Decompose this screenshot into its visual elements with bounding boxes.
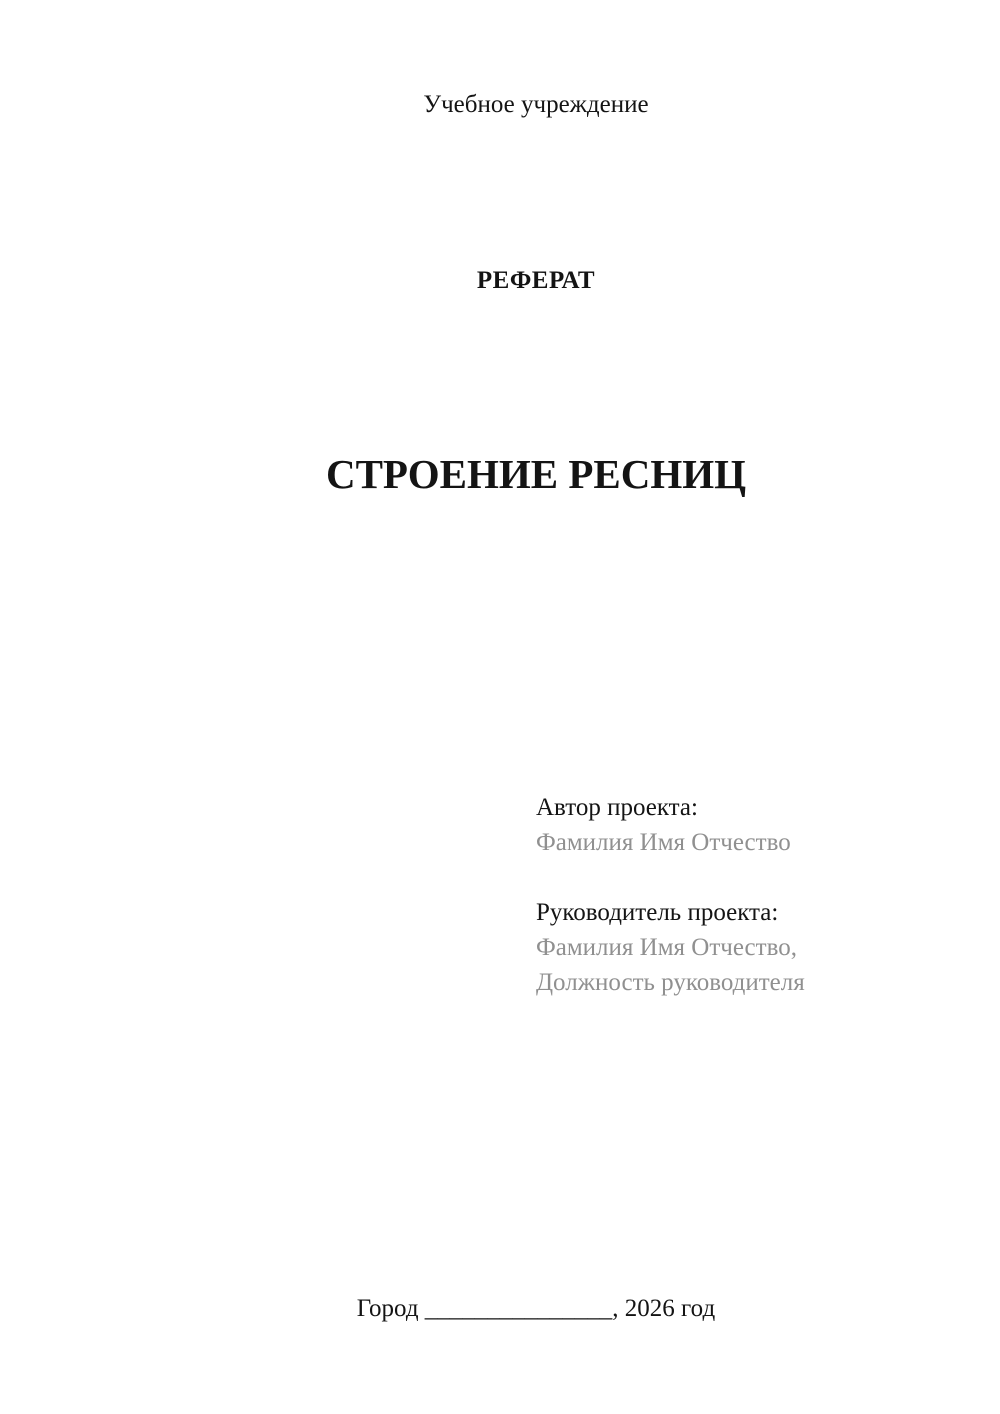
supervisor-label: Руководитель проекта: — [536, 899, 779, 926]
city-year-line: Город _______________, 2026 год — [356, 1295, 716, 1322]
supervisor-position-placeholder: Должность руководителя — [536, 969, 805, 996]
credits-block — [536, 790, 805, 1000]
supervisor-section — [536, 895, 805, 1000]
supervisor-name-placeholder: Фамилия Имя Отчество, — [536, 934, 797, 961]
doc-type-label: РЕФЕРАТ — [476, 267, 596, 294]
author-label: Автор проекта: — [536, 794, 698, 821]
report-title: СТРОЕНИЕ РЕСНИЦ — [325, 451, 747, 497]
author-name-placeholder: Фамилия Имя Отчество — [536, 829, 791, 856]
institution-line: Учебное учреждение — [423, 91, 649, 118]
author-section — [536, 790, 805, 860]
